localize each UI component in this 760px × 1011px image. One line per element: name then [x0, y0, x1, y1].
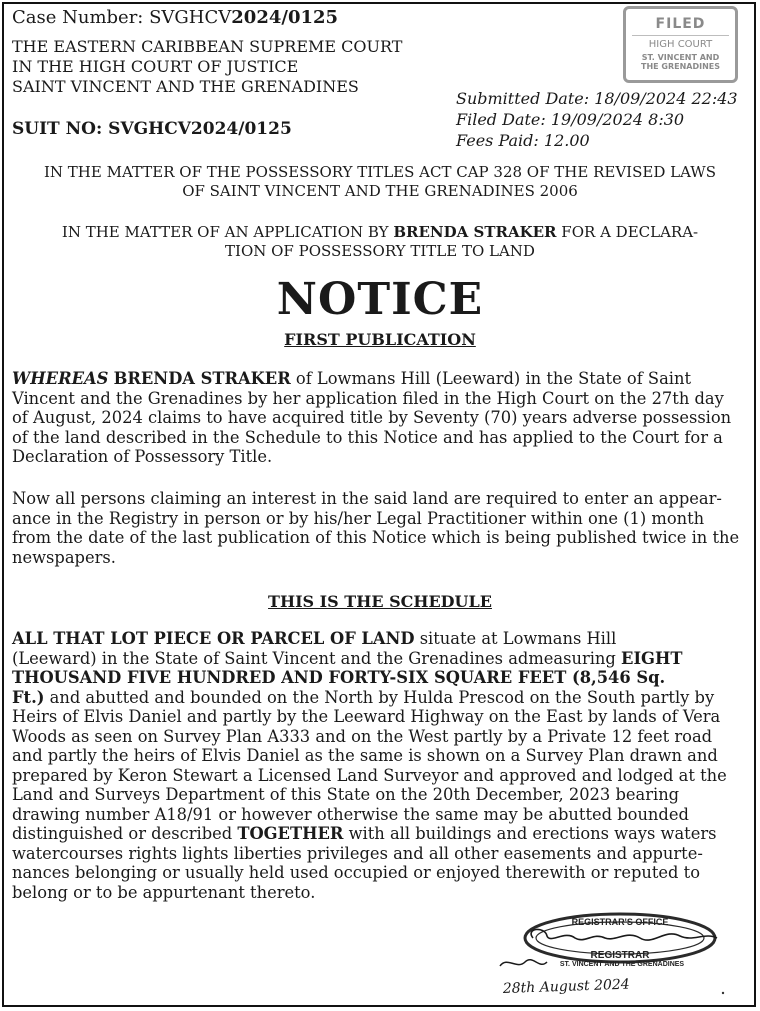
registrar-stamp-signature [495, 908, 735, 1003]
case-number-year: 2024/0125 [231, 7, 339, 28]
schedule-line: belong or to be appurtenant thereto. [12, 882, 316, 902]
registrar-stamp [525, 914, 715, 968]
appearance-paragraph [12, 489, 752, 567]
court-line: THE EASTERN CARIBBEAN SUPREME COURT [12, 37, 403, 56]
case-number-prefix: Case Number: SVGHCV [12, 7, 232, 28]
schedule-line [12, 649, 752, 669]
schedule-line: prepared by Keron Stewart a Licensed Land Surveyor and approved and lodged at the [12, 765, 727, 785]
schedule-line: watercourses rights lights liberties privileges and all other easements and appurte- [12, 843, 703, 863]
schedule-paragraph [12, 629, 752, 902]
matter-act [10, 163, 750, 201]
stamp-title: FILED [655, 16, 706, 32]
schedule-text: with all buildings and erections ways waters [343, 824, 717, 843]
registrar-stamp-bottom: ST. VINCENT AND THE GRENADINES [559, 961, 685, 968]
schedule-line: Land and Surveys Department of this State on the 20th December, 2023 bearing [12, 785, 680, 804]
matter-text: FOR A DECLARA- [556, 223, 699, 241]
schedule-line [12, 629, 752, 649]
schedule-heading: THIS IS THE SCHEDULE [268, 592, 492, 611]
schedule-line: Heirs of Elvis Daniel and partly by the Leeward Highway on the East by lands of Vera [12, 707, 721, 726]
appearance-line: ance in the Registry in person or by his/her Legal Practitioner within one (1) month [12, 508, 705, 528]
matter-application-line [10, 223, 750, 242]
filing-info [456, 88, 738, 151]
matter-text: IN THE MATTER OF AN APPLICATION BY [61, 223, 394, 241]
notice-title: NOTICE [276, 274, 484, 325]
schedule-bold: TOGETHER [237, 824, 344, 843]
whereas-line: Declaration of Possessory Title. [12, 447, 273, 466]
publication-label: FIRST PUBLICATION [284, 330, 476, 349]
schedule-text: (Leeward) in the State of Saint Vincent and the Grenadines admeasuring [12, 648, 622, 668]
filed-stamp [623, 6, 738, 83]
stamp-place [626, 53, 735, 71]
whereas-paragraph [12, 369, 752, 467]
applicant-name: BRENDA STRAKER [113, 369, 291, 388]
schedule-line: Woods as seen on Survey Plan A333 and on the West partly by a Private 12 feet road [12, 726, 713, 746]
fees-paid: Fees Paid: 12.00 [456, 131, 590, 150]
court-name-block [12, 37, 402, 97]
matter-application-line: TION OF POSSESSORY TITLE TO LAND [225, 242, 535, 260]
court-line: IN THE HIGH COURT OF JUSTICE [12, 57, 299, 76]
case-number [12, 8, 338, 28]
schedule-bold: THOUSAND FIVE HUNDRED AND FORTY-SIX SQUARE FEET (8,546 Sq. [12, 668, 666, 687]
stamp-divider [632, 35, 729, 36]
schedule-line: and partly the heirs of Elvis Daniel as the same is shown on a Survey Plan drawn and [12, 746, 718, 765]
schedule-line: nances belonging or usually held used occupied or enjoyed therewith or reputed to [12, 863, 700, 882]
schedule-line: drawing number A18/91 or however otherwise the same may be abutted bounded [12, 804, 689, 824]
submitted-date: Submitted Date: 18/09/2024 22:43 [456, 89, 738, 108]
stamp-court: HIGH COURT [648, 39, 713, 50]
deputy-handwriting [500, 960, 547, 966]
schedule-text: distinguished or described [12, 824, 238, 843]
whereas-lead: WHEREAS [12, 369, 109, 388]
stamp-place-line: THE GRENADINES [640, 62, 721, 71]
schedule-text: and abutted and bounded on the North by Hulda Prescod on the South partly by [44, 687, 715, 707]
matter-application [10, 223, 750, 261]
handwritten-date: 28th August 2024 [502, 976, 630, 997]
filed-date: Filed Date: 19/09/2024 8:30 [456, 110, 685, 129]
whereas-line: of August, 2024 claims to have acquired title by Seventy (70) years adverse possession [12, 408, 732, 427]
schedule-line [12, 824, 752, 844]
whereas-text: of Lowmans Hill (Leeward) in the State of Saint [290, 369, 692, 388]
ink-dot [722, 992, 724, 994]
schedule-line [12, 688, 752, 708]
suit-number: SUIT NO: SVGHCV2024/0125 [12, 119, 292, 139]
whereas-line [12, 369, 752, 389]
applicant-name: BRENDA STRAKER [393, 223, 557, 241]
signature-stroke [531, 929, 717, 940]
appearance-line: from the date of the last publication of this Notice which is being published twice in the [12, 528, 740, 547]
registrar-stamp-top: REGISTRAR'S OFFICE [571, 917, 669, 927]
schedule-text: situate at Lowmans Hill [414, 629, 617, 648]
schedule-bold: Ft.) [12, 687, 45, 707]
stamp-place-line: ST. VINCENT AND [641, 53, 720, 62]
schedule-line [12, 668, 752, 688]
schedule-bold: ALL THAT LOT PIECE OR PARCEL OF LAND [12, 629, 415, 648]
whereas-line: of the land described in the Schedule to this Notice and has applied to the Court for a [12, 427, 723, 447]
appearance-line: Now all persons claiming an interest in the said land are required to enter an appear- [12, 489, 722, 508]
matter-act-line: IN THE MATTER OF THE POSSESSORY TITLES ACT CAP 328 OF THE REVISED LAWS [43, 163, 716, 181]
court-line: SAINT VINCENT AND THE GRENADINES [12, 77, 359, 96]
schedule-bold: EIGHT [621, 648, 683, 668]
appearance-line: newspapers. [12, 547, 116, 567]
whereas-line: Vincent and the Grenadines by her application filed in the High Court on the 27th day [12, 388, 724, 408]
registrar-stamp-middle: REGISTRAR [590, 950, 650, 961]
matter-act-line: OF SAINT VINCENT AND THE GRENADINES 2006 [182, 182, 578, 200]
